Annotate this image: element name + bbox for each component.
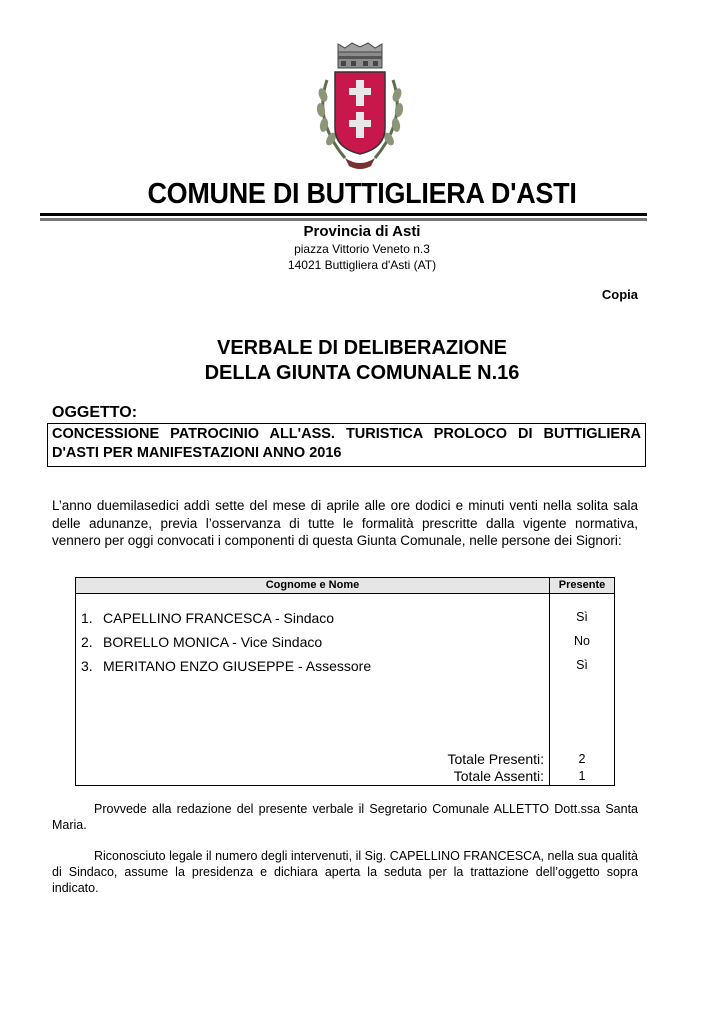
intro-paragraph: L’anno duemilasedici addì sette del mese di aprile alle ore dodici e minuti venti nella solita sala delle adunanze, previa l’osservanza di tutte le formalità prescritte dalla vigente normativa, vennero per oggi convocati i componenti di questa Giunta Comunale, nelle persone dei Signori: [52,498,638,548]
header-divider-shadow [40,218,647,221]
member-present: Sì [576,610,588,624]
total-absent-label: Totale Assenti: [453,768,544,784]
row-number: 2. [81,634,93,650]
table-row [76,658,614,680]
subject-box [47,423,646,467]
table-row [76,610,614,632]
municipal-crest [305,40,415,180]
secretary-text: Provvede alla redazione del presente verbale il Segretario Comunale ALLETTO Dott.ssa Santa Maria. [52,802,638,832]
coat-of-arms-icon [305,40,415,180]
province-name: Provincia di Asti [303,223,421,240]
presidency-paragraph [52,848,638,896]
total-present-label: Totale Presenti: [447,751,544,767]
subject-label: OGGETTO: [52,404,138,421]
row-number: 3. [81,658,93,674]
member-name: MERITANO ENZO GIUSEPPE - Assessore [103,658,372,674]
header-divider [40,213,647,216]
total-present-value: 2 [578,752,586,766]
presidency-text: Riconosciuto legale il numero degli intervenuti, il Sig. CAPELLINO FRANCESCA, nella sua qualità di Sindaco, assume la presidenza e dichiara aperta la seduta per la trattazione dell’oggetto sopra indicato. [52,849,638,895]
copy-label: Copia [601,287,638,302]
attendance-table [75,577,615,786]
municipality-title: COMUNE DI BUTTIGLIERA D'ASTI [147,178,577,210]
header-present: Presente [558,579,606,591]
member-present: No [574,634,590,648]
document-title [0,336,724,386]
subject-text: CONCESSIONE PATROCINIO ALL'ASS. TURISTICA PROLOCO DI BUTTIGLIERA D'ASTI PER MANIFESTAZIONI ANNO 2016 [52,426,641,461]
row-number: 1. [81,610,93,626]
secretary-paragraph [52,801,638,833]
header-name: Cognome e Nome [265,579,360,591]
total-absent-value: 1 [578,769,586,783]
member-name: BORELLO MONICA - Vice Sindaco [103,634,323,650]
address-city: 14021 Buttigliera d'Asti (AT) [287,258,437,272]
member-name: CAPELLINO FRANCESCA - Sindaco [103,610,335,626]
table-row [76,634,614,656]
document-title-line1: VERBALE DI DELIBERAZIONE [216,337,508,359]
member-present: Sì [576,658,588,672]
document-title-line2: DELLA GIUNTA COMUNALE N.16 [204,362,520,384]
address-street: piazza Vittorio Veneto n.3 [294,242,430,256]
